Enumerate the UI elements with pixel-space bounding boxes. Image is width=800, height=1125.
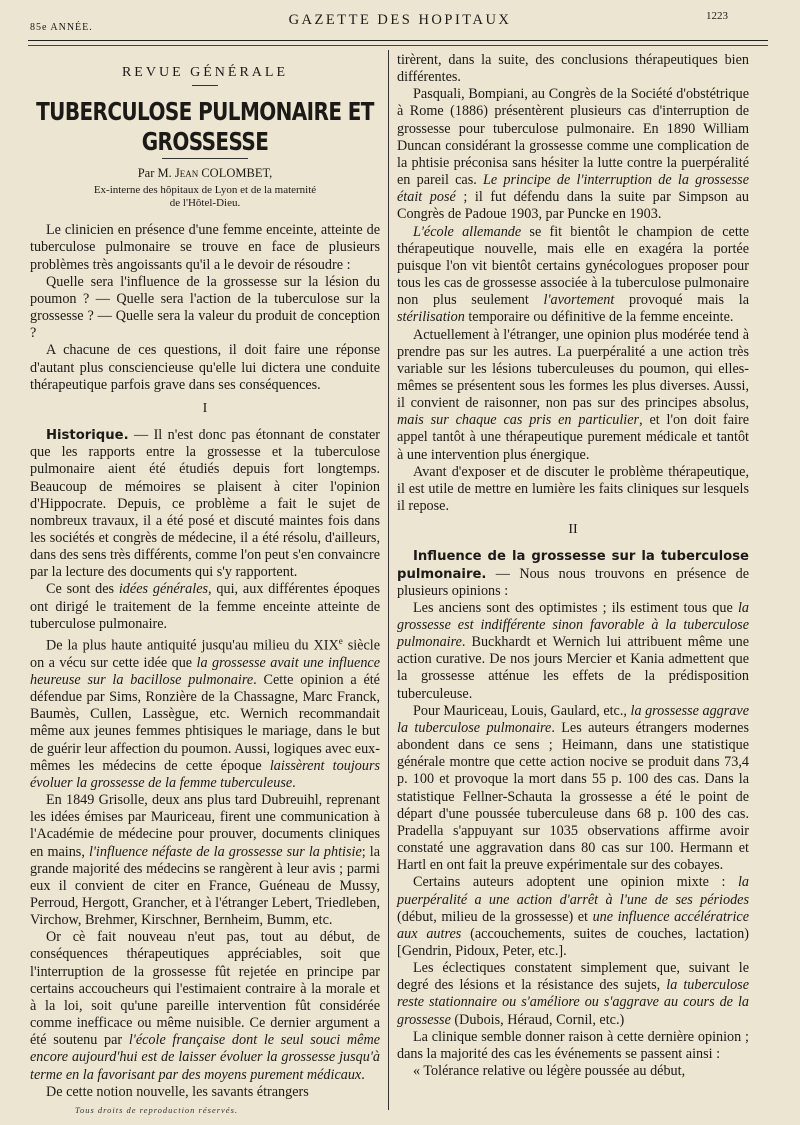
article-title: TUBERCULOSE PULMONAIRE ET GROSSESSE — [36, 96, 374, 157]
historique-paragraph: Historique. — Il n'est donc pas étonnant de constater que les rapports entre la grossesse et la tuberculose pulmonaire aient été étudiés depuis fort longtemps. Beaucoup de mémoires se plaisent à citer l'opinion d'Hippocrate. Depuis, ce problème a fait le sujet de nombreux travaux, il a été posé et discuté maintes fois dans les sociétés et congrès de médecine, il a été résolu, d'ailleurs, dans des sens très différents, comme l'on peut s'en convaincre par la lecture des documents qui s'y rapportent. — [30, 427, 380, 581]
year-label: 85e ANNÉE. — [30, 22, 93, 33]
ancients-paragraph: Les anciens sont des optimistes ; ils estiment tous que la grossesse est indifférente sinon favorable à la tuberculose pulmonaire. Buckhardt et Wernich lui attribuent même une action curative. De nos jours Mercier et Kania admettent que la grossesse atténue les effets de la prédisposition tuberculeuse. — [397, 599, 749, 702]
mauriceau-paragraph: Pour Mauriceau, Louis, Gaulard, etc., la grossesse aggrave la tuberculose pulmonaire. Les auteurs étrangers modernes abondent dans ce sens ; Heimann, dans une statistique générale montre que cette action nocive se produit dans 73,4 p. 100 et provoque la mort dans 55 p. 100 des cas. Dans la statistique Fellner-Schauta la grossesse a été le point de départ d'une poussée tuberculeuse dans 68 p. 100 des cas. Pradella s'appuyant sur 1035 observations affirme avoir constaté une aggravation dans 80 cas sur 100. Hermann et Hartl en ont fait la preuve expérimentale sur des cobayes. — [397, 702, 749, 874]
closing-paragraph: De cette notion nouvelle, les savants étrangers — [46, 1083, 309, 1100]
journal-title: GAZETTE DES HOPITAUX — [288, 12, 512, 28]
questions-paragraph: Quelle sera l'influence de la grossesse sur la lésion du poumon ? — Quelle sera l'action de la tuberculose sur la grossesse ? — Quelle sera la valeur du produit de conception ? — [30, 273, 380, 342]
header-rule — [28, 40, 768, 41]
epoques-paragraph: Ce sont des idées générales, qui, aux différentes époques ont dirigé le traitement de la femme enceinte atteinte de tuberculose pulmonaire. — [30, 581, 380, 632]
continued-paragraph: tirèrent, dans la suite, des conclusions thérapeutiques bien différentes. — [397, 52, 749, 86]
response-paragraph: A chacune de ces questions, il doit faire une réponse d'autant plus consciencieuse qu'elle lui dictera une conduite thérapeutique parfois grave dans ses conséquences. — [30, 342, 380, 393]
grisolle-paragraph: En 1849 Grisolle, deux ans plus tard Dubreuihl, reprenant les idées émises par Mauriceau, firent une communication à l'Académie de médecine pour prouver, documents cliniques en mains, l'influence néfaste de la grossesse sur la phtisie; la grande majorité des médecins se rangèrent à leur avis ; parmi eux il convient de citer en France, Guéneau de Mussy, Perroud, Hergott, Grancher, et à l'étranger Lebert, Triedleben, Virchow, Brehmer, Kirschner, Bernheim, Bumm, etc. — [30, 792, 380, 929]
consequences-paragraph: Or cè fait nouveau n'eut pas, tout au début, de conséquences thérapeutiques appréciables, soit que l'interruption de la grossesse fût rejetée en principe par certains accoucheurs qui l'estimaient contraire à la morale et à la loi, soit qu'une pareille intervention fût considérée comme inefficace ou même nuisible. Ce dernier argument a été soutenu par l'école française dont le seul souci même encore aujourd'hui est de laisser évoluer la grossesse jusqu'à terme en la favorisant par des moyens purement médicaux. — [30, 929, 380, 1083]
author-line — [30, 165, 380, 182]
left-column — [30, 52, 380, 1101]
author-prefix: Par M. — [137, 166, 172, 181]
mixed-opinion-paragraph: Certains auteurs adoptent une opinion mixte : la puerpéralité a une action d'arrêt à l'une de ses périodes (début, milieu de la grossesse) et une influence accélératrice aux autres (accouchements, suites de couches, lactation) [Gendrin, Pidoux, Peter, etc.]. — [397, 874, 749, 959]
influence-paragraph: Influence de la grossesse sur la tuberculose pulmonaire. — Nous nous trouvons en présence de plusieurs opinions : — [397, 549, 749, 599]
pasquali-paragraph: Pasquali, Bompiani, au Congrès de la Société d'obstétrique à Rome (1886) présentèrent plusieurs cas d'interruption de grossesse pour tuberculose pulmonaire. En 1890 William Duncan considérant la grossesse comme une complication de la phtisie préconisa sans hésiter la lutte contre la puerpéralité en pareil cas. Le principe de l'interruption de la grossesse était posé ; il fut défendu dans la suite par Simpson au Congrès de Padoue 1903, par Puncke en 1903. — [397, 86, 749, 223]
before-paragraph: Avant d'exposer et de discuter le problème thérapeutique, il est utile de mettre en lumière les faits cliniques sur lesquels il repose. — [397, 463, 749, 515]
title-rule — [162, 158, 248, 159]
historique-heading: Historique. — [46, 428, 129, 444]
column-separator — [388, 50, 389, 1110]
influence-heading: Influence de la grossesse sur la tuberculose pulmonaire. — [397, 549, 749, 582]
clinic-paragraph: La clinique semble donner raison à cette dernière opinion ; dans la majorité des cas les événements se passent ainsi : — [397, 1028, 749, 1062]
section-rule — [192, 85, 218, 86]
current-opinion-paragraph: Actuellement à l'étranger, une opinion plus modérée tend à prendre pas sur les autres. La puerpéralité a une action très variable sur les lésions tuberculeuses du poumon, qui elles-mêmes se présentent sous les formes les plus diverses. Aussi, il convient de raisonner, non pas sur des principes absolus, mais sur chaque cas pris en particulier, et l'on doit faire appel tantôt à une thérapeutique purement médicale et tantôt à une intervention plus énergique. — [397, 326, 749, 463]
page-number: 1223 — [706, 10, 728, 22]
author-name: Jean COLOMBET, — [174, 166, 273, 181]
quote-paragraph: « Tolérance relative ou légère poussée au début, — [413, 1063, 686, 1080]
right-column — [397, 52, 749, 1080]
section-heading: REVUE GÉNÉRALE — [121, 65, 289, 80]
author-affiliation — [30, 184, 380, 210]
section-number-1: I — [202, 400, 208, 416]
german-school-paragraph: L'école allemande se fit bientôt le champion de cette thérapeutique nouvelle, mais elle en exagéra la portée puisque l'on vit bientôt certains gynécologues proposer pour tous les cas de grossesse associée à la tuberculose pulmonaire non plus seulement l'avortement provoqué mais la stérilisation temporaire ou définitive de la femme enceinte. — [397, 223, 750, 326]
affiliation-line-2: de l'Hôtel-Dieu. — [169, 197, 241, 210]
intro-paragraph: Le clinicien en présence d'une femme enceinte, atteinte de tuberculose pulmonaire se trouve en face de plusieurs problèmes très angoissants qu'il a le devoir de résoudre : — [30, 222, 380, 273]
affiliation-line-1: Ex-interne des hôpitaux de Lyon et de la maternité — [93, 184, 317, 197]
header-rule-thin — [28, 45, 768, 46]
antiquity-paragraph: De la plus haute antiquité jusqu'au milieu du XIXe siècle on a vécu sur cette idée que la grossesse avait une influence heureuse sur la bacillose pulmonaire. Cette opinion a été défendue par Sims, Ronzière de la Chassagne, Marc Franck, Baumès, Cullen, Lassègue, etc. Wernich recommandait même aux jeunes femmes phtisiques le mariage, dans le but de guérir leur affection du poumon. Aussi, logiques avec eux-mêmes les médecins de cette époque laissèrent toujours évoluer la grossesse de la femme tuberculeuse. — [30, 635, 381, 791]
section-number-2: II — [568, 522, 578, 538]
copyright-notice: Tous droits de reproduction réservés. — [75, 1105, 239, 1115]
eclectics-paragraph: Les éclectiques constatent simplement que, suivant le degré des lésions et la résistance des sujets, la tuberculose reste stationnaire ou s'améliore ou s'aggrave au cours de la grossesse (Dubois, Héraud, Cornil, etc.) — [397, 960, 749, 1028]
